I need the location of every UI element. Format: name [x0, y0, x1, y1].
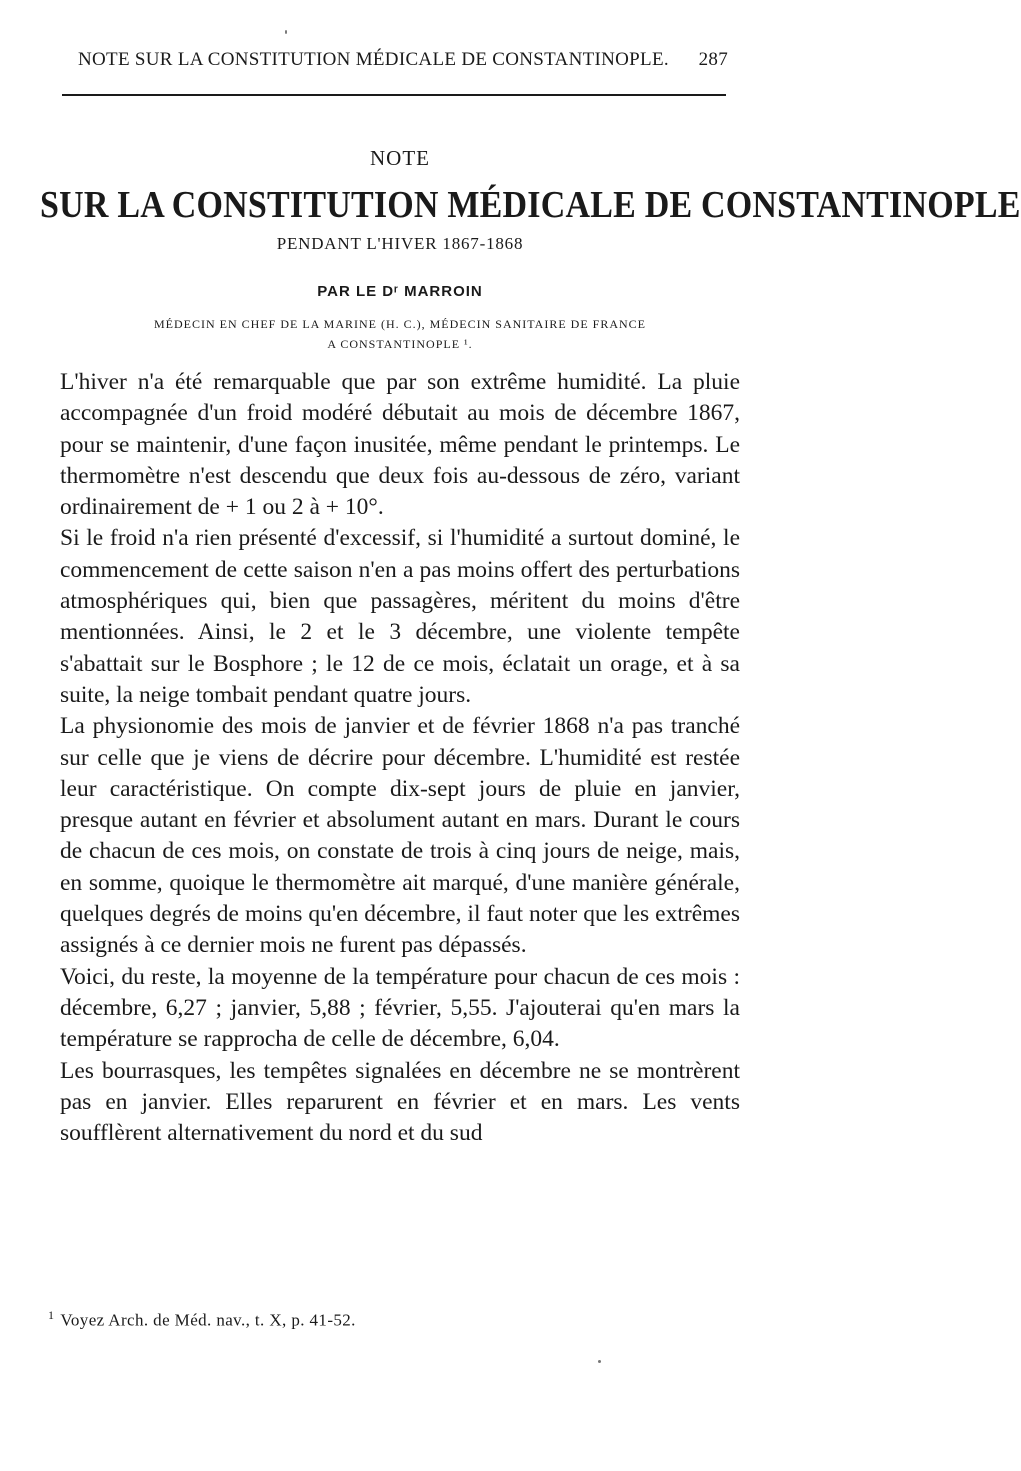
running-head — [78, 42, 728, 78]
affiliation-line-2: A CONSTANTINOPLE ¹. — [327, 337, 473, 351]
page-number: 287 — [698, 49, 728, 70]
paragraph: Voici, du reste, la moyenne de la température pour chacun de ces mois : décembre, 6,27 ; janvier, 5,88 ; février, 5,55. J'ajouterai qu'en mars la température se rapprocha de celle de décembre, 6,04. — [60, 963, 740, 1053]
article-body — [60, 367, 740, 1149]
article-subtitle: PENDANT L'HIVER 1867-1868 — [276, 234, 524, 253]
article-title: SUR LA CONSTITUTION MÉDICALE DE CONSTANTINOPLE — [40, 184, 1021, 227]
paragraph: La physionomie des mois de janvier et de février 1868 n'a pas tranché sur celle que je viens de décrire pour décembre. L'humidité est restée leur caractéristique. On compte dix-sept jours de pluie en janvier, presque autant en février et absolument autant en mars. Durant le cours de chacun de ces mois, on constate de trois à cinq jours de neige, mais, en somme, quoique le thermomètre ait marqué, d'une manière générale, quelques degrés de moins qu'en décembre, il faut noter que les extrêmes assignés à ce dernier mois ne furent pas dépassés. — [60, 713, 740, 959]
author-byline: PAR LE Dʳ MARROIN — [317, 283, 483, 300]
footnote — [48, 1308, 748, 1331]
header-rule — [62, 94, 726, 96]
affiliation-line-1: MÉDECIN EN CHEF DE LA MARINE (H. C.), MÉDECIN SANITAIRE DE FRANCE — [153, 317, 647, 331]
paragraph: Si le froid n'a rien présenté d'excessif, si l'humidité a surtout dominé, le commencement de cette saison n'en a pas moins offert des perturbations atmosphériques qui, bien que passagères, méritent du moins d'être mentionnées. Ainsi, le 2 et le 3 décembre, une violente tempête s'abattait sur le Bosphore ; le 12 de ce mois, éclatait un orage, et à sa suite, la neige tombait pendant quatre jours. — [60, 525, 740, 708]
paragraph: Les bourrasques, les tempêtes signalées en décembre ne se montrèrent pas en janvier. Elles reparurent en février et en mars. Les vents soufflèrent alternativement du nord et du sud — [60, 1057, 740, 1147]
footnote-text: Voyez Arch. de Méd. nav., t. X, p. 41-52. — [60, 1310, 356, 1330]
print-speck — [598, 1360, 601, 1363]
author-affiliation — [50, 314, 750, 354]
paragraph: L'hiver n'a été remarquable que par son extrême humidité. La pluie accompagnée d'un froid modéré débutait au mois de décembre 1867, pour se maintenir, d'une façon inusitée, même pendant le printemps. Le thermomètre n'est descendu que deux fois au-dessous de zéro, variant ordinairement de + 1 ou 2 à + 10°. — [60, 369, 740, 521]
footnote-marker: 1 — [48, 1308, 55, 1322]
running-head-title: NOTE SUR LA CONSTITUTION MÉDICALE DE CONSTANTINOPLE. — [78, 49, 669, 70]
article-label: NOTE — [370, 146, 430, 170]
print-speck — [285, 30, 287, 34]
